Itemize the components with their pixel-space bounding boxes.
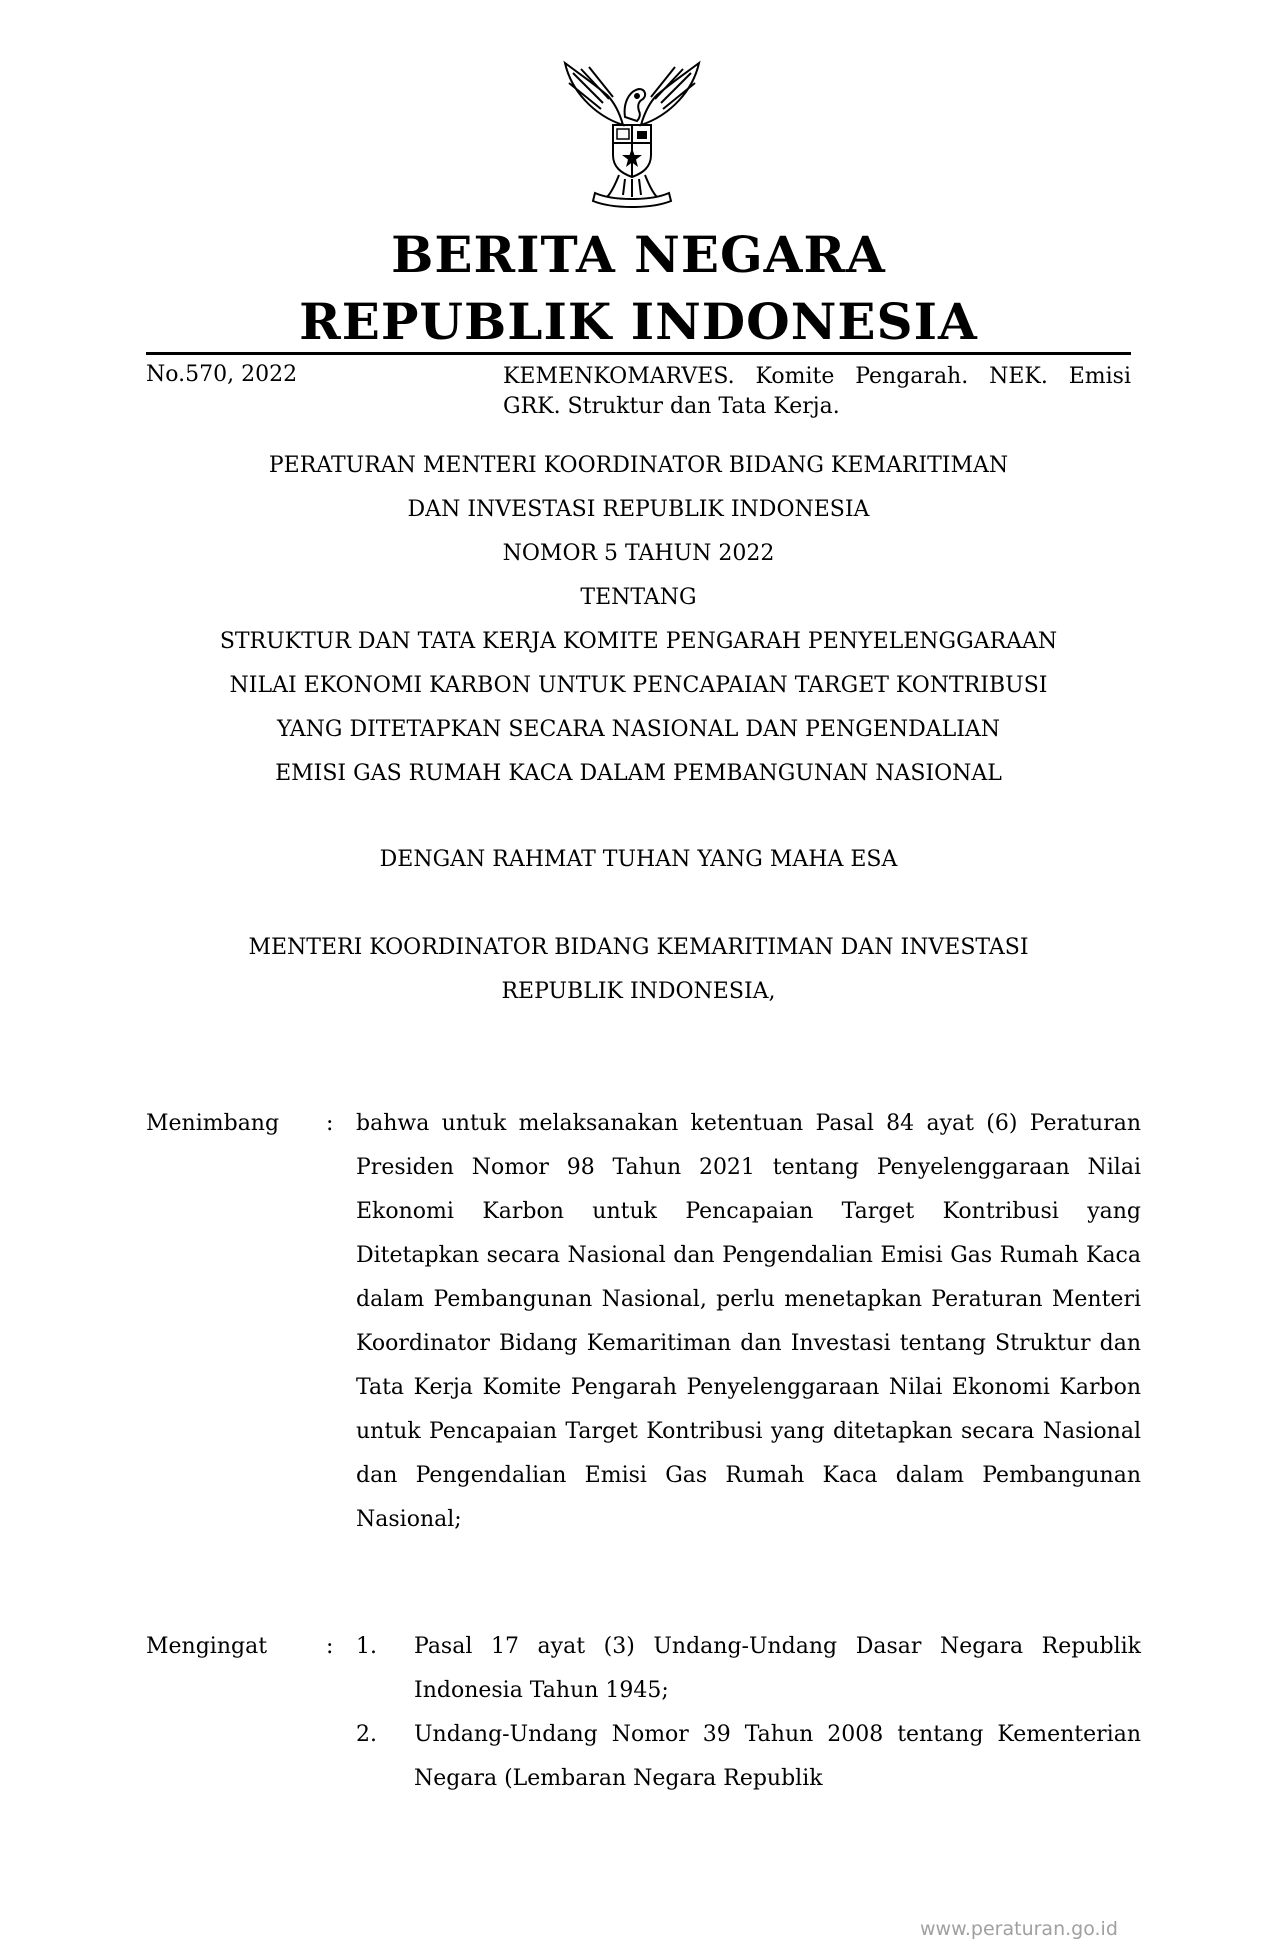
minister-title [146,926,1131,1014]
regulation-title-line: NILAI EKONOMI KARBON UNTUK PENCAPAIAN TARGET KONTRIBUSI [229,673,1048,698]
masthead-divider [146,352,1131,355]
masthead-title-line2: REPUBLIK INDONESIA [299,292,978,351]
mengingat-item-number: 1. [356,1634,377,1659]
regulation-title-line: YANG DITETAPKAN SECARA NASIONAL DAN PENGENDALIAN [276,717,1001,742]
gazette-number: No.570, 2022 [146,362,298,387]
regulation-title-line: NOMOR 5 TAHUN 2022 [502,541,775,566]
masthead-title-line1: BERITA NEGARA [391,225,886,284]
mengingat-item-text: Undang-Undang Nomor 39 Tahun 2008 tentang Kementerian Negara (Lembaran Negara Republik [414,1722,1141,1791]
menimbang-text: bahwa untuk melaksanakan ketentuan Pasal 84 ayat (6) Peraturan Presiden Nomor 98 Tahun 2021 tentang Penyelenggaraan Nilai Ekonomi Karbon untuk Pencapaian Target Kontribusi yang Ditetapkan secara Nasional dan Pengendalian Emisi Gas Rumah Kaca dalam Pembangunan Nasional, perlu menetapkan Peraturan Menteri Koordinator Bidang Kemaritiman dan Investasi tentang Struktur dan Tata Kerja Komite Pengarah Penyelenggaraan Nilai Ekonomi Karbon untuk Pencapaian Target Kontribusi yang ditetapkan secara Nasional dan Pengendalian Emisi Gas Rumah Kaca dalam Pembangunan Nasional; [356,1111,1141,1532]
menimbang-colon: : [326,1111,334,1136]
regulation-title-line: DAN INVESTASI REPUBLIK INDONESIA [407,497,870,522]
garuda-pancasila-emblem-icon [553,55,711,215]
mengingat-item-text: Pasal 17 ayat (3) Undang-Undang Dasar Negara Republik Indonesia Tahun 1945; [414,1634,1141,1703]
gazette-category: KEMENKOMARVES. Komite Pengarah. NEK. Emisi GRK. Struktur dan Tata Kerja. [503,364,1131,419]
divine-grace-statement: DENGAN RAHMAT TUHAN YANG MAHA ESA [379,847,898,872]
mengingat-colon: : [326,1634,334,1659]
regulation-title-line: STRUKTUR DAN TATA KERJA KOMITE PENGARAH PENYELENGGARAAN [219,629,1058,654]
regulation-title [146,444,1131,796]
regulation-title-line: TENTANG [580,585,697,610]
mengingat-item-number: 2. [356,1722,377,1747]
mengingat-label: Mengingat [146,1634,268,1659]
footer-website-url[interactable]: www.peraturan.go.id [920,1918,1118,1940]
regulation-title-line: EMISI GAS RUMAH KACA DALAM PEMBANGUNAN NASIONAL [275,761,1002,786]
menimbang-label: Menimbang [146,1111,280,1136]
regulation-title-line: PERATURAN MENTERI KOORDINATOR BIDANG KEMARITIMAN [268,453,1009,478]
minister-title-line1: MENTERI KOORDINATOR BIDANG KEMARITIMAN DAN INVESTASI [248,935,1029,960]
minister-title-line2: REPUBLIK INDONESIA, [501,979,776,1004]
